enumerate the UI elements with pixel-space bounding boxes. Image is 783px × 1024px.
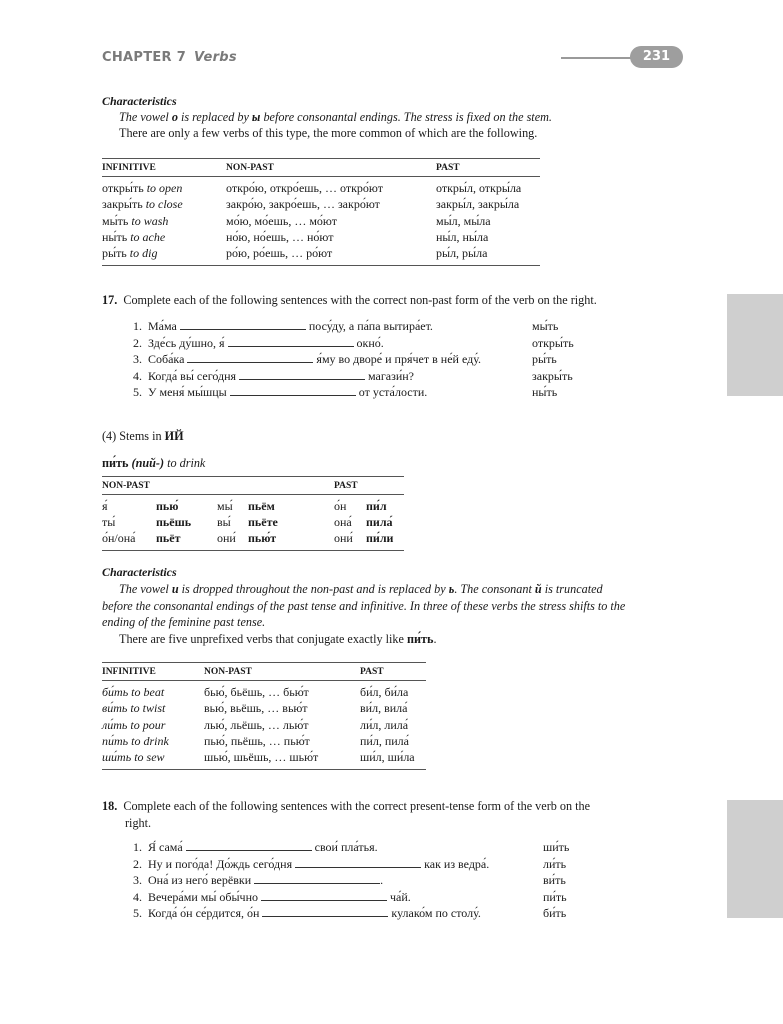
exercise-item: 3. Она́ из него́ верёвки . bbox=[133, 873, 384, 887]
side-tab-upper bbox=[727, 294, 783, 396]
table-row: ты́ пьёшь вы́ пьёте она́ пила́ bbox=[102, 515, 393, 530]
section-heading: (4) Stems in ИЙ bbox=[102, 429, 184, 443]
infinitive-cell: ры́ть to dig bbox=[102, 246, 226, 265]
nonpast-cell: ро́ю, ро́ешь, … ро́ют bbox=[226, 246, 436, 265]
answer-blank[interactable] bbox=[239, 369, 365, 380]
column-header: PAST bbox=[334, 477, 404, 495]
column-header: NON-PAST bbox=[102, 477, 334, 495]
exercise-17-instruction: 17. Complete each of the following sentences with the correct non-past form of the verb on the right. bbox=[102, 293, 597, 307]
table-row bbox=[102, 230, 540, 247]
past-cell: ры́л, ры́ла bbox=[436, 246, 540, 265]
characteristics-line-1: The vowel о is replaced by ы before consonantal endings. The stress is fixed on the stem. bbox=[119, 110, 552, 124]
exercise-item: 5. Когда́ о́н се́рдится, о́н кулако́м по столу́. bbox=[133, 906, 481, 920]
characteristics-2-line-4: There are five unprefixed verbs that conjugate exactly like пи́ть. bbox=[119, 631, 437, 646]
exercise-item: 4. Вечера́ми мы́ обы́чно ча́й. bbox=[133, 889, 411, 904]
column-header: PAST bbox=[360, 663, 426, 681]
column-header: NON-PAST bbox=[204, 663, 360, 681]
exercise-verb: мы́ть bbox=[532, 319, 559, 333]
characteristics-line-2: There are only a few verbs of this type, the more common of which are the following. bbox=[119, 126, 538, 140]
infinitive-cell: ны́ть to ache bbox=[102, 230, 166, 245]
table-row bbox=[102, 246, 540, 265]
exercise-item: 4. Когда́ вы́ сего́дня магази́н? bbox=[133, 368, 415, 383]
verb-headword: пи́ть (пий-) to drink bbox=[102, 456, 206, 470]
infinitive-cell: откры́ть to open bbox=[102, 181, 183, 196]
answer-blank[interactable] bbox=[262, 906, 388, 917]
exercise-item: 2. Ну и пого́да! До́ждь сего́дня как из ведра́. bbox=[133, 856, 490, 871]
table-row: я́ пью́ мы́ пьём о́н пи́л bbox=[102, 499, 387, 514]
answer-blank[interactable] bbox=[180, 319, 306, 330]
conjugation-table-pit bbox=[102, 476, 404, 551]
table-row: ви́ть to twist вью́, вьёшь, … вью́т ви́л, вила́ bbox=[102, 701, 408, 716]
exercise-item: 3. Соба́ка я́му во дворе́ и пря́чет в не́й еду́. bbox=[133, 352, 482, 366]
side-tab-lower bbox=[727, 800, 783, 918]
verb-table-o bbox=[102, 158, 540, 266]
page-number: 231 bbox=[630, 46, 683, 68]
table-row bbox=[102, 197, 540, 214]
characteristics-heading: Characteristics bbox=[102, 94, 177, 108]
exercise-verb: ры́ть bbox=[532, 352, 557, 366]
table-row: ли́ть to pour лью́, льёшь, … лью́т ли́л, лила́ bbox=[102, 717, 409, 732]
nonpast-cell: откро́ю, откро́ешь, … откро́ют bbox=[226, 181, 383, 196]
exercise-verb: ли́ть bbox=[543, 856, 567, 871]
exercise-item: 2. Зде́сь ду́шно, я́ окно́. bbox=[133, 335, 384, 350]
table-row: ши́ть to sew шью́, шьёшь, … шью́т ши́л, ши́ла bbox=[102, 750, 426, 769]
column-header: PAST bbox=[436, 159, 540, 177]
past-cell: мы́л, мы́ла bbox=[436, 213, 491, 228]
answer-blank[interactable] bbox=[230, 385, 356, 396]
exercise-verb: закры́ть bbox=[532, 368, 573, 383]
infinitive-cell: закры́ть to close bbox=[102, 197, 183, 212]
chapter-label: CHAPTER 7 bbox=[102, 50, 187, 65]
nonpast-cell: но́ю, но́ешь, … но́ют bbox=[226, 230, 334, 245]
answer-blank[interactable] bbox=[261, 890, 387, 901]
characteristics-2-line-2: before the consonantal endings of the past tense and infinitive. In three of these verbs the stress shifts to the bbox=[102, 598, 626, 613]
table-row: пи́ть to drink пью́, пьёшь, … пью́т пи́л, пила́ bbox=[102, 734, 409, 749]
characteristics-heading-2: Characteristics bbox=[102, 565, 177, 579]
table-row bbox=[102, 177, 540, 197]
past-cell: откры́л, откры́ла bbox=[436, 181, 522, 196]
table-row: би́ть to beat бью́, бьёшь, … бью́т би́л, би́ла bbox=[102, 685, 409, 700]
answer-blank[interactable] bbox=[186, 840, 312, 851]
exercise-verb: откры́ть bbox=[532, 335, 574, 350]
column-header: NON-PAST bbox=[226, 159, 436, 177]
table-row: о́н/она́ пьёт они́ пью́т они́ пи́ли bbox=[102, 531, 404, 550]
exercise-verb: ши́ть bbox=[543, 840, 570, 854]
answer-blank[interactable] bbox=[228, 336, 354, 347]
answer-blank[interactable] bbox=[254, 873, 380, 884]
exercise-item: 1. Ма́ма посу́ду, а па́па вытира́ет. bbox=[133, 319, 433, 333]
nonpast-cell: закро́ю, закро́ешь, … закро́ют bbox=[226, 197, 380, 212]
header-rule bbox=[561, 57, 637, 59]
characteristics-2-line-1: The vowel и is dropped throughout the non-past and is replaced by ь. The consonant й is truncated bbox=[119, 582, 603, 596]
exercise-18-instruction: 18. Complete each of the following sentences with the correct present-tense form of the verb on the right. bbox=[102, 799, 591, 830]
nonpast-cell: мо́ю, мо́ешь, … мо́ют bbox=[226, 213, 337, 228]
chapter-title: Verbs bbox=[194, 50, 237, 65]
exercise-verb: ны́ть bbox=[532, 385, 558, 399]
column-header: INFINITIVE bbox=[102, 663, 204, 681]
exercise-verb: ви́ть bbox=[543, 873, 566, 887]
exercise-verb: би́ть bbox=[543, 906, 567, 920]
exercise-verb: пи́ть bbox=[543, 889, 567, 904]
past-cell: закры́л, закры́ла bbox=[436, 197, 520, 212]
column-header: INFINITIVE bbox=[102, 159, 226, 177]
answer-blank[interactable] bbox=[295, 857, 421, 868]
characteristics-2-line-3: ending of the feminine past tense. bbox=[102, 615, 266, 629]
exercise-item: 1. Я́ сама́ свои́ пла́тья. bbox=[133, 840, 378, 854]
running-head bbox=[102, 50, 237, 65]
table-row bbox=[102, 213, 540, 230]
infinitive-cell: мы́ть to wash bbox=[102, 213, 169, 228]
verb-table-iy bbox=[102, 662, 426, 770]
answer-blank[interactable] bbox=[187, 352, 313, 363]
exercise-item: 5. У меня́ мы́шцы от уста́лости. bbox=[133, 385, 428, 399]
past-cell: ны́л, ны́ла bbox=[436, 230, 489, 245]
